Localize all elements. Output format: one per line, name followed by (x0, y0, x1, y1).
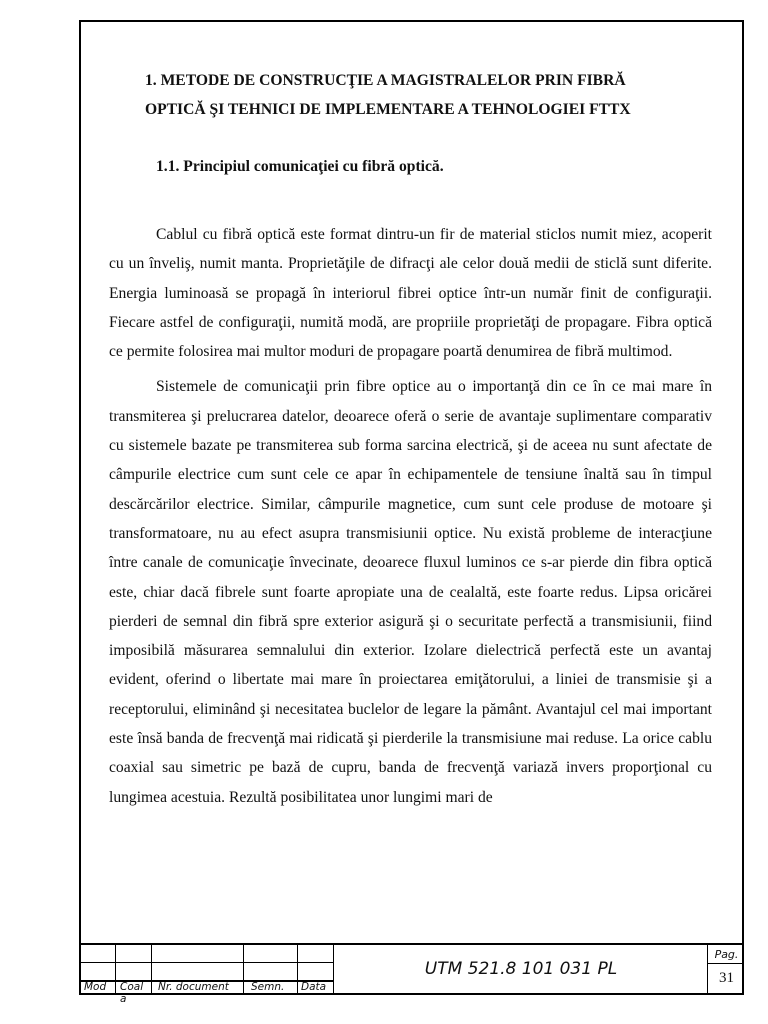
section-heading (156, 154, 716, 180)
chapter-heading (145, 66, 715, 124)
title-block-divider (243, 945, 244, 995)
title-block-divider (297, 945, 298, 995)
document-code: UTM 521.8 101 031 PL (424, 959, 618, 979)
title-block-divider (707, 945, 708, 995)
title-block-divider (115, 945, 116, 995)
paragraph-1: Cablul cu fibră optică este format dintru-un fir de material sticlos numit miez, acoperit cu un înveliş, numit manta. Proprietăţile de difracţi ale celor două medii de sticlă sunt diferite. Energia luminoasă se propagă în interiorul fibrei optice într-un număr finit de configuraţii. Fiecare astfel de configuraţii, numită modă, are propriile proprietăţi de propagare. Fibra optică ce permite folosirea mai multor moduri de propagare poartă denumirea de fibră multimod. (109, 226, 712, 361)
section-heading-period: . (439, 158, 444, 175)
col-coala-label: Coal a (120, 981, 144, 1005)
col-mod-label: Mod (84, 981, 107, 993)
col-nr-document-label: Nr. document (158, 981, 229, 993)
title-block-rule (79, 962, 333, 963)
section-heading-text: 1.1. Principiul comunicaţiei cu fibră optică (156, 158, 440, 175)
col-data-label: Data (301, 981, 327, 993)
title-block-divider (151, 945, 152, 995)
page-number: 31 (719, 970, 734, 986)
page-label: Pag. (714, 948, 739, 961)
chapter-heading-line-2: OPTICĂ ŞI TEHNICI DE IMPLEMENTARE A TEHNOLOGIEI FTTX (145, 101, 631, 118)
body-text (109, 220, 712, 812)
title-block-rule (707, 963, 744, 964)
paragraph-2: Sistemele de comunicaţii prin fibre optice au o importanţă din ce în ce mai mare în transmiterea şi prelucrarea datelor, deoarece oferă o serie de avantaje suplimentare comparativ cu sistemele bazate pe transmiterea sub forma sarcina electrică, şi de aceea nu sunt afectate de câmpurile electrice cum sunt cele ce apar în echipamentele de tensiune înaltă sau în timpul descărcărilor electrice. Similar, câmpurile magnetice, cum sunt cele produse de motoare şi transformatoare, nu au efect asupra transmisiunii optice. Nu există probleme de interacţiune între canale de comunicaţie învecinate, deoarece fluxul luminos ce s-ar pierde din fibra optică este, chiar dacă fibrele sunt foarte apropiate una de cealaltă, este foarte redus. Lipsa oricărei pierderi de semnal din fibră spre exterior asigură şi o securitate perfectă a transmisiunii, fiind imposibilă măsurarea semnalului din exterior. Izolare dielectrică perfectă este un avantaj evident, oferind o libertate mai mare în proiectarea emiţătorului, a liniei de transmisie şi a receptorului, eliminând şi necesitatea buclelor de legare la pământ. Avantajul cel mai important este însă banda de frecvenţă mai ridicată şi pierderile la transmisiune mai reduse. La orice cablu coaxial sau simetric pe bază de cupru, banda de frecvenţă variază invers proporţional cu lungimea acestuia. Rezultă posibilitatea unor lungimi mari de (109, 378, 712, 806)
chapter-heading-line-1: 1. METODE DE CONSTRUCŢIE A MAGISTRALELOR PRIN FIBRĂ (145, 72, 626, 89)
col-semn-label: Semn. (251, 981, 285, 993)
title-block-divider (333, 945, 334, 995)
title-block (79, 943, 744, 1005)
